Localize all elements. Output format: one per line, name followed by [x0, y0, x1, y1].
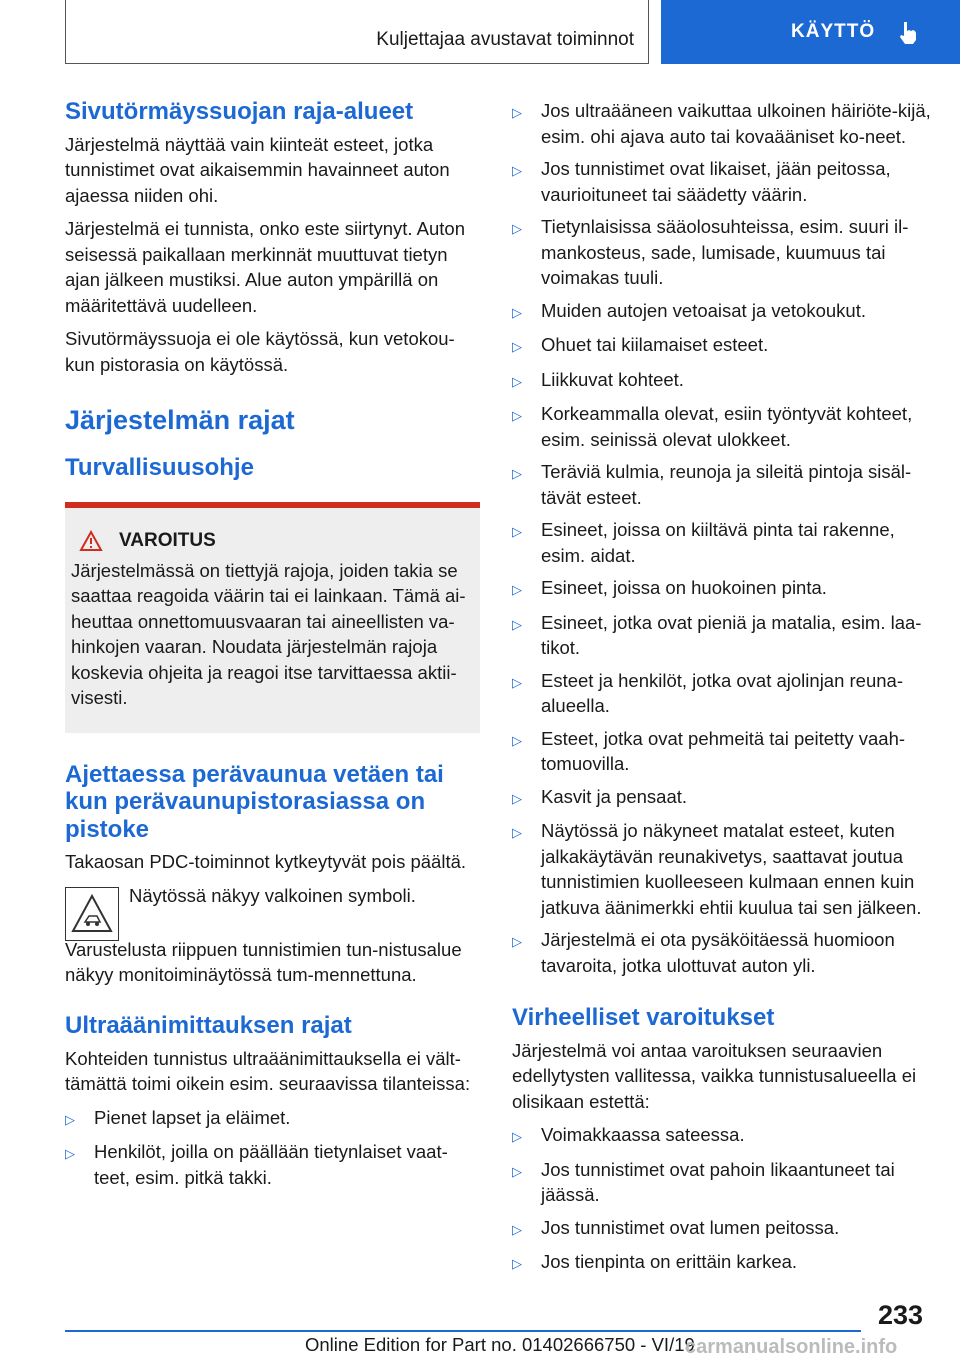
triangle-bullet-icon: ▷ — [512, 105, 522, 120]
warning-header — [71, 530, 472, 552]
triangle-bullet-icon: ▷ — [512, 1256, 522, 1272]
footer-divider — [65, 1330, 861, 1332]
symbol-text: Näytössä näkyy valkoinen symboli. — [129, 884, 416, 906]
triangle-bullet-icon: ▷ — [65, 1146, 75, 1162]
paragraph: Järjestelmä näyttää vain kiinteät esteet, jotka tunnistimet ovat aikaisemmin havainneet auton ajaessa niiden ohi. — [65, 133, 450, 206]
paragraph: Sivutörmäyssuoja ei ole käytössä, kun vetokou-kun pistorasia on käytössä. — [65, 328, 455, 375]
list-item: ▷ Esteet, jotka ovat pehmeitä tai peitetty vaah-tomuovilla. — [512, 726, 932, 777]
paragraph: Järjestelmä ei tunnista, onko este siirtynyt. Auton seisessä paikallaan merkinnät muuttuvat tietyn ajan jälkeen mustiksi. Alue auton ympärillä on määritettävä uudelleen. — [65, 218, 466, 316]
header-chapter-tab[interactable] — [661, 0, 960, 64]
triangle-bullet-icon: ▷ — [512, 408, 522, 423]
list-item: ▷ Järjestelmä ei ota pysäköitäessä huomioon tavaroita, jotka ulottuvat auton yli. — [512, 927, 932, 978]
list-item: ▷ Henkilöt, joilla on päällään tietynlaiset vaat-teet, esim. pitkä takki. — [65, 1139, 480, 1190]
header-section-title: Kuljettajaa avustavat toiminnot — [376, 29, 634, 50]
false-warning-bullets — [512, 1122, 932, 1277]
list-item: ▷ Korkeammalla olevat, esiin työntyvät kohteet, esim. seinissä olevat ulokkeet. — [512, 401, 932, 452]
heading-safety: Turvallisuusohje — [65, 454, 254, 482]
header-tab-label: KÄYTTÖ — [791, 21, 876, 42]
paragraph: Takaosan PDC-toiminnot kytkeytyvät pois päältä. — [65, 851, 467, 873]
list-item: ▷ Esineet, joissa on huokoinen pinta. — [512, 575, 932, 603]
heading-ultrasound: Ultraäänimittauksen rajat — [65, 1011, 352, 1039]
triangle-bullet-icon: ▷ — [512, 825, 522, 840]
triangle-bullet-icon: ▷ — [512, 221, 522, 236]
watermark: carmanualsonline.info — [685, 1336, 898, 1358]
page-number: 233 — [878, 1300, 924, 1330]
heading-false-warnings: Virheelliset varoitukset — [512, 1004, 775, 1031]
warning-text: Järjestelmässä on tiettyjä rajoja, joiden takia se saattaa reagoida väärin tai ei lainkaan. Tämä ai-heuttaa onnettomuusvaaran tai aineellisten va-hinkojen vaaran. Noudata järjestelmän rajoja koskevia ohjeita ja reagoi itse tarvittaessa aktii-visesti. — [71, 559, 466, 709]
triangle-bullet-icon: ▷ — [512, 304, 522, 320]
triangle-bullet-icon: ▷ — [512, 524, 522, 539]
symbol-text-2: Varustelusta riippuen tunnistimien tun-nistusalue näkyy monitoiminäytössä tum-mennettuna. — [65, 938, 462, 986]
triangle-bullet-icon: ▷ — [512, 674, 522, 690]
triangle-bullet-icon: ▷ — [512, 373, 522, 389]
right-column — [512, 98, 932, 1284]
header-section-box — [65, 0, 649, 64]
list-item: ▷ Jos tunnistimet ovat likaiset, jään peitossa, vaurioituneet tai säädetty väärin. — [512, 156, 932, 207]
paragraph: Järjestelmä voi antaa varoituksen seuraavien edellytysten vallitessa, vaikka tunnistusalueella ei olisikaan estettä: — [512, 1039, 917, 1112]
triangle-bullet-icon: ▷ — [512, 339, 522, 354]
trailer-symbol-icon — [65, 887, 119, 941]
list-item: ▷ Jos tunnistimet ovat pahoin likaantuneet tai jäässä. — [512, 1157, 932, 1208]
footer-edition: Online Edition for Part no. 01402666750 - VI/19 — [305, 1334, 695, 1355]
list-item: ▷ Muiden autojen vetoaisat ja vetokoukut. — [512, 298, 932, 326]
triangle-bullet-icon: ▷ — [512, 582, 522, 597]
symbol-row — [65, 883, 480, 941]
heading-system-limits: Järjestelmän rajat — [65, 405, 295, 436]
limits-bullets — [512, 98, 932, 978]
heading-trailer: Ajettaessa perävaunua vetäen tai kun perävaunupistorasiassa on pistoke — [65, 760, 444, 843]
list-item: ▷ Voimakkaassa sateessa. — [512, 1122, 932, 1150]
warning-triangle-icon — [79, 530, 103, 552]
list-item: ▷ Jos tunnistimet ovat lumen peitossa. — [512, 1215, 932, 1243]
triangle-bullet-icon: ▷ — [512, 616, 522, 632]
paragraph: Kohteiden tunnistus ultraäänimittauksella ei vält-tämättä toimi oikein esim. seuraavissa tilanteissa: — [65, 1047, 471, 1095]
list-item: ▷ Pienet lapset ja eläimet. — [65, 1105, 480, 1133]
list-item: ▷ Teräviä kulmia, reunoja ja sileitä pintoja sisäl-tävät esteet. — [512, 459, 932, 510]
triangle-bullet-icon: ▷ — [512, 934, 522, 949]
triangle-bullet-icon: ▷ — [512, 790, 522, 806]
list-item: ▷ Liikkuvat kohteet. — [512, 367, 932, 395]
triangle-bullet-icon: ▷ — [512, 163, 522, 178]
triangle-bullet-icon: ▷ — [512, 1221, 522, 1237]
list-item: ▷ Jos tienpinta on erittäin karkea. — [512, 1249, 932, 1277]
list-item: ▷ Esteet ja henkilöt, jotka ovat ajolinjan reuna-alueella. — [512, 668, 932, 719]
triangle-bullet-icon: ▷ — [512, 1163, 522, 1179]
list-item: ▷ Kasvit ja pensaat. — [512, 784, 932, 812]
triangle-bullet-icon: ▷ — [512, 466, 522, 481]
heading-limits: Sivutörmäyssuojan raja-alueet — [65, 98, 414, 125]
ultrasound-bullets — [65, 1105, 480, 1191]
list-item: ▷ Näytössä jo näkyneet matalat esteet, kuten jalkakäytävän reunakivetys, saattavat joutua tunnistimien kuolleeseen kulmaan ennen kuin jatkuva äänimerkki ehtii kuulua tai sen jälkeen. — [512, 818, 932, 920]
list-item: ▷ Esineet, jotka ovat pieniä ja matalia, esim. laa-tikot. — [512, 610, 932, 661]
warning-box — [65, 502, 480, 733]
list-item: ▷ Esineet, joissa on kiiltävä pinta tai rakenne, esim. aidat. — [512, 517, 932, 568]
triangle-bullet-icon: ▷ — [512, 732, 522, 748]
left-column — [65, 98, 480, 1197]
list-item: ▷ Tietynlaisissa sääolosuhteissa, esim. suuri il-mankosteus, sade, lumisade, kuumuus tai voimakas tuuli. — [512, 214, 932, 291]
triangle-bullet-icon: ▷ — [512, 1129, 522, 1145]
warning-title: VAROITUS — [119, 529, 216, 551]
list-item: ▷ Ohuet tai kiilamaiset esteet. — [512, 332, 932, 360]
hand-pointer-icon — [895, 19, 921, 45]
triangle-bullet-icon: ▷ — [65, 1111, 75, 1127]
list-item: ▷ Jos ultraääneen vaikuttaa ulkoinen häiriöte-kijä, esim. ohi ajava auto tai kovaääniset ko-neet. — [512, 98, 932, 149]
